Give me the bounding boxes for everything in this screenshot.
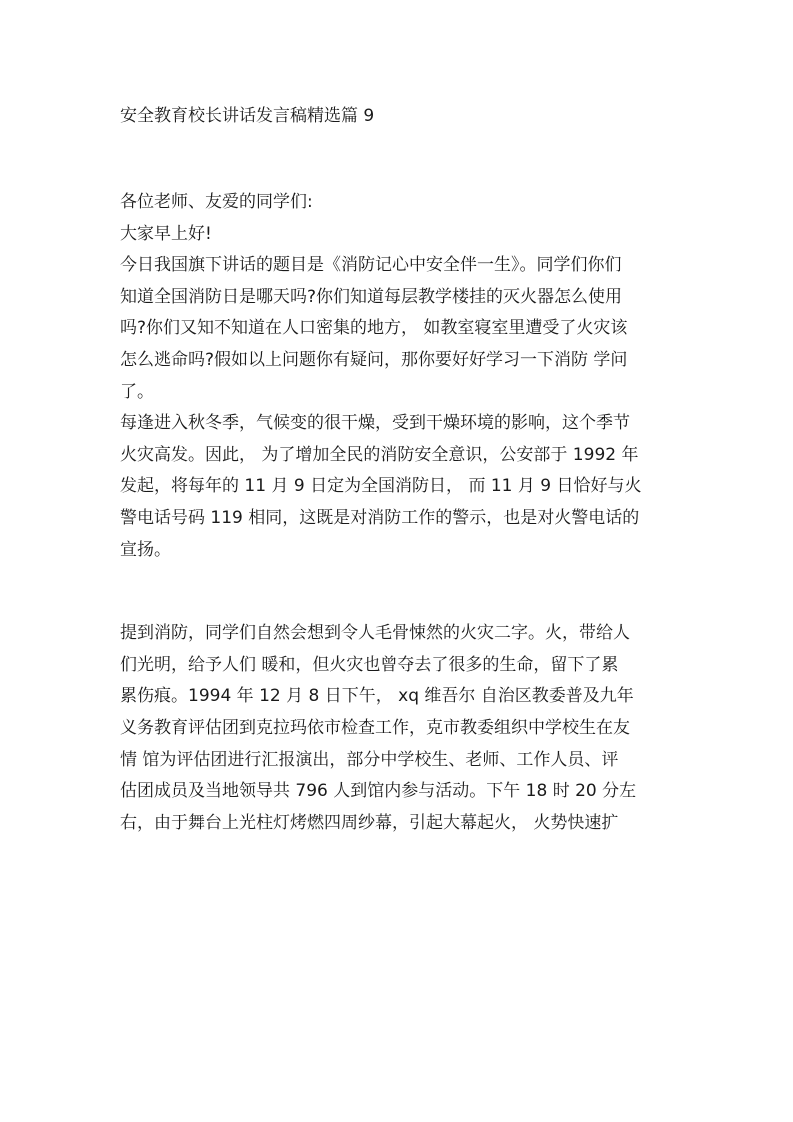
text-line: 右，由于舞台上光柱灯烤燃四周纱幕，引起大幕起火， 火势快速扩 bbox=[120, 812, 619, 833]
text-line: 怎么逃命吗?假如以上问题你有疑问，那你要好好学习一下消防 学问 bbox=[120, 349, 628, 370]
text-line: 各位老师、友爱的同学们: bbox=[120, 192, 313, 212]
text-line: 知道全国消防日是哪天吗?你们知道每层教学楼挂的灭火器怎么使用 bbox=[120, 286, 623, 307]
text-line: 提到消防，同学们自然会想到令人毛骨悚然的火灾二字。火，带给人 bbox=[120, 623, 630, 644]
text-line: 发起，将每年的 11 月 9 日定为全国消防日， 而 11 月 9 日恰好与火 bbox=[120, 476, 642, 497]
text-line: 吗?你们又知不知道在人口密集的地方， 如教室寝室里遭受了火灾该 bbox=[120, 318, 628, 339]
paragraph-gap bbox=[120, 566, 680, 618]
text-line: 每逢进入秋冬季，气候变的很干燥，受到干燥环境的影响，这个季节 bbox=[120, 413, 630, 434]
document-body bbox=[120, 187, 680, 839]
text-line: 义务教育评估团到克拉玛依市检查工作，克市教委组织中学校生在友 bbox=[120, 717, 630, 738]
text-line: 们光明，给予人们 暖和，但火灾也曾夺去了很多的生命，留下了累 bbox=[120, 654, 619, 675]
text-line: 火灾高发。因此， 为了增加全民的消防安全意识，公安部于 1992 年 bbox=[120, 444, 639, 465]
text-line: 情 馆为评估团进行汇报演出，部分中学校生、老师、工作人员、评 bbox=[120, 749, 619, 770]
text-line: 大家早上好! bbox=[120, 223, 212, 244]
text-line: 警电话号码 119 相同，这既是对消防工作的警示，也是对火警电话的 bbox=[120, 507, 640, 528]
text-line: 宣扬。 bbox=[120, 539, 171, 560]
document-title: 安全教育校长讲话发言稿精选篇 9 bbox=[120, 106, 375, 126]
text-line: 估团成员及当地领导共 796 人到馆内参与活动。下午 18 时 20 分左 bbox=[120, 781, 637, 802]
text-line: 了。 bbox=[120, 381, 154, 402]
text-line: 累伤痕。1994 年 12 月 8 日下午， xq 维吾尔 自治区教委普及九年 bbox=[120, 686, 634, 707]
text-line: 今日我国旗下讲话的题目是《消防记心中安全伴一生》。同学们你们 bbox=[120, 255, 622, 276]
